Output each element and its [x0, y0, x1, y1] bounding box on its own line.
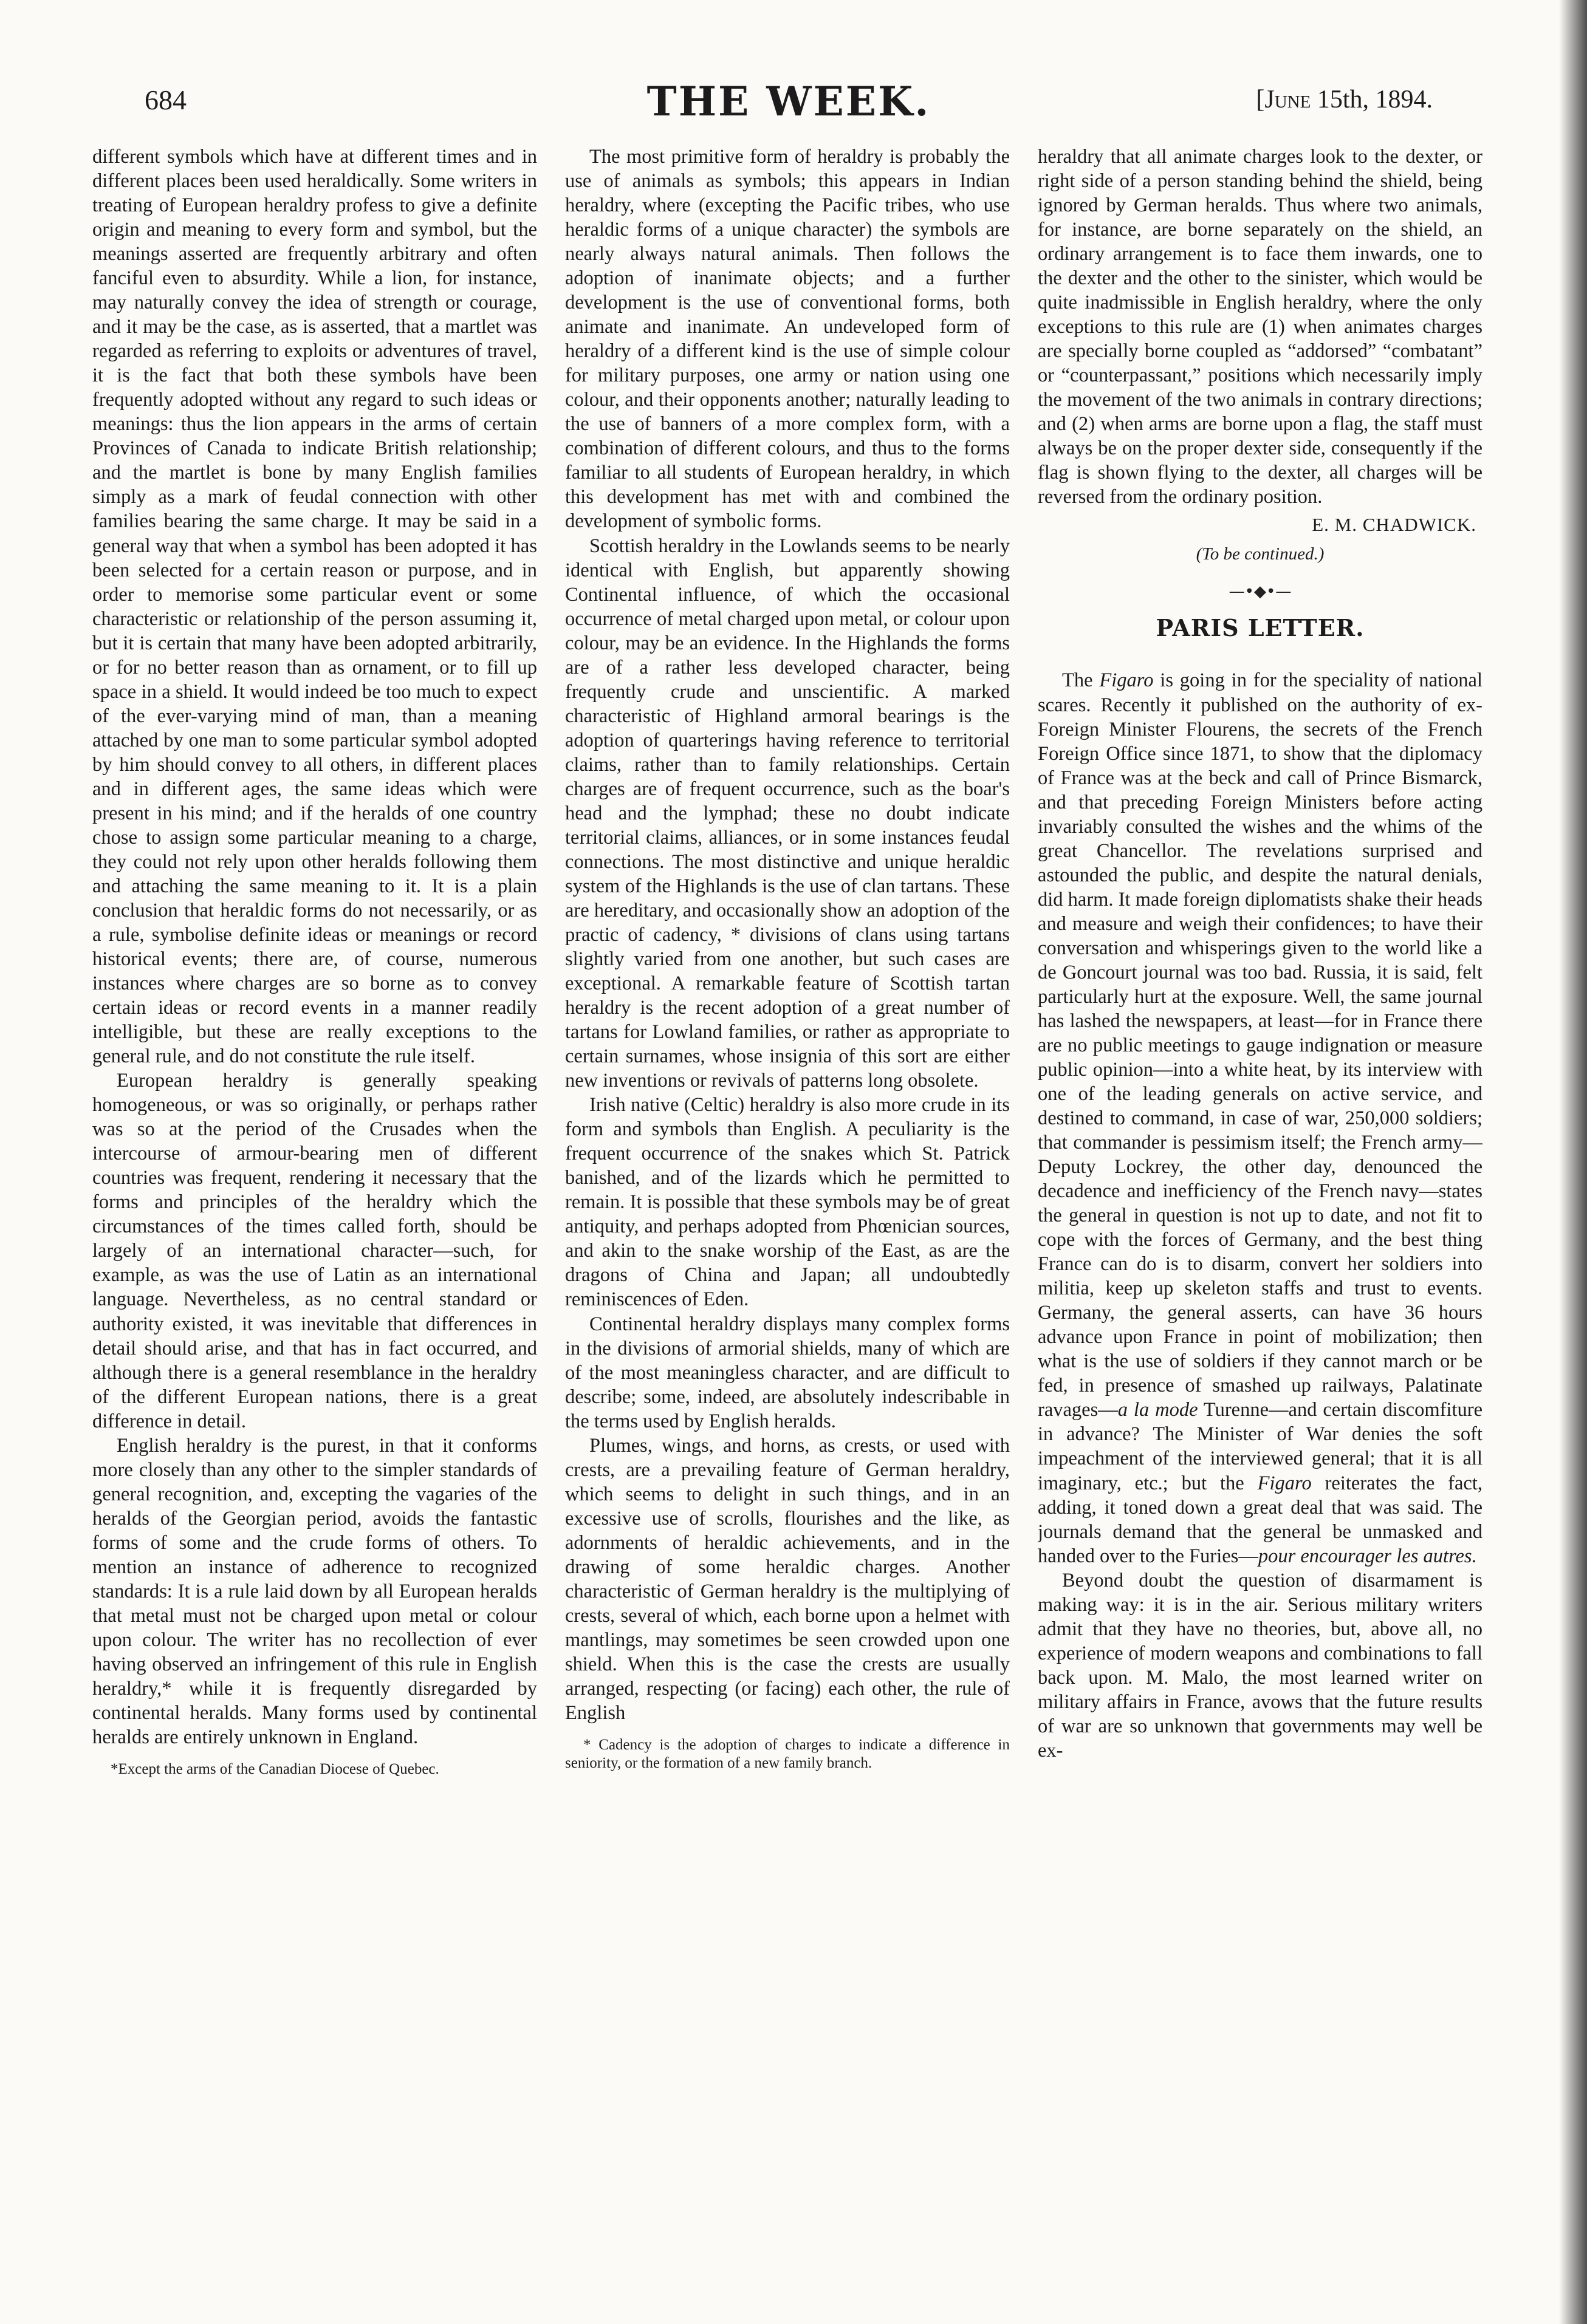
- paragraph: different symbols which have at different times and in different places been used heraldically. Some writers in treating of European heraldry profess to give a definite origin and meaning to every form and symbol, but the meanings asserted are frequently arbitrary and often fanciful even to absurdity. While a lion, for instance, may naturally convey the idea of strength or courage, and it may be the case, as is asserted, that a martlet was regarded as referring to exploits or adventures of travel, it is the fact that both these symbols have been frequently adopted without any regard to such ideas or meanings: thus the lion appears in the arms of certain Provinces of Canada to indicate British relationship; and the martlet is bone by many English families simply as a mark of feudal connection with other families bearing the same charge. It may be said in a general way that when a symbol has been adopted it has been selected for a certain reason or purpose, and in order to memorise some particular event or some characteristic or relationship of the person assuming it, but it is certain that many have been adopted arbitrarily, or for no better reason than as ornament, or to fill up space in a shield. It would indeed be too much to expect of the ever-varying mind of man, than a meaning attached by one man to some particular symbol adopted by him should convey to all others, in different places and in different ages, the same ideas which were present in his mind; and if the heralds of one country chose to assign some particular meaning to a charge, they could not rely upon other heralds following them and attaching the same meaning to it. It is a plain conclusion that heraldic forms do not necessarily, or as a rule, symbolise definite ideas or meanings or record historical events; there are, of course, numerous instances where charges are so borne as to convey certain ideas or record events in a manner readily intelligible, but these are really exceptions to the general rule, and do not constitute the rule itself.: [92, 146, 537, 1068]
- footnote: *Except the arms of the Canadian Diocese of Quebec.: [111, 1761, 439, 1778]
- column-1: [92, 145, 537, 2307]
- paragraph: heraldry that all animate charges look to the dexter, or right side of a person standing behind the shield, being ignored by German heralds. Thus where two animals, for instance, are borne separately on the shield, an ordinary arrangement is to face them inwards, one to the dexter and the other to the sinister, which would be quite inadmissible in English heraldry, where the only exceptions to this rule are (1) when animates charges are specially borne coupled as “addorsed” “combatant” or “counterpassant,” positions which necessarily imply the movement of the two animals in contrary directions; and (2) when arms are borne upon a flag, the staff must always be on the proper dexter side, consequently if the flag is shown flying to the dexter, all charges will be reversed from the ordinary position.: [1038, 146, 1482, 508]
- page-header: [145, 78, 1433, 132]
- journal-title: THE WEEK.: [646, 78, 931, 125]
- text-columns: [92, 145, 1484, 2307]
- text-run: reiterates the fact, adding, it toned down a great deal that was said. The journals demand that the general be unmasked and handed over to the Furies—: [1038, 1472, 1482, 1567]
- italic-run: Figaro: [1099, 669, 1154, 692]
- issue-date-rest: 15th, 1894.: [1311, 86, 1433, 114]
- paragraph: Irish native (Celtic) heraldry is also more crude in its form and symbols than English. A peculiarity is the frequent occurrence of the snakes which St. Patrick banished, and of the lizards which he permitted to remain. It is possible that these symbols may be of great antiquity, and perhaps adopted from Phœnician sources, and akin to the snake worship of the East, as are the dragons of China and Japan; all undoubtedly reminiscences of Eden.: [565, 1094, 1010, 1311]
- paragraph: European heraldry is generally speaking homogeneous, or was so originally, or perhaps rather was so at the period of the Crusades when the intercourse of armour-bearing men of different countries was frequent, rendering it necessary that the forms and principles of the heraldry which the circumstances of the times called forth, should be largely of an international character—such, for example, as was the use of Latin as an international language. Nevertheless, as no central standard or authority existed, it was inevitable that differences in detail should arise, and that has in fact occurred, and although there is a general resemblance in the heraldry of the different European nations, there is a great difference in detail.: [92, 1070, 537, 1432]
- page-number: 684: [145, 84, 187, 115]
- paragraph: [1038, 668, 1482, 1568]
- paragraph: Continental heraldry displays many complex forms in the divisions of armorial shields, many of which are of the most meaningless character, and are difficult to describe; some, indeed, are absolutely indescribable in the terms used by English heralds.: [565, 1313, 1010, 1432]
- issue-date-month: June: [1264, 86, 1311, 114]
- paragraph: English heraldry is the purest, in that it conforms more closely than any other to the simpler standards of general recognition, and, excepting the vagaries of the heralds of the Georgian period, avoids the fantastic forms of some and the crude forms of others. To mention an instance of adherence to recognized standards: It is a rule laid down by all European heralds that metal must not be charged upon metal or colour upon colour. The writer has no recollection of ever having observed an infringement of this rule in English heraldry,* while it is frequently disregarded by continental heralds. Many forms used by continental heralds are entirely unknown in England.: [92, 1434, 537, 1749]
- text-run: is going in for the speciality of national scares. Recently it published on the authority of ex-Foreign Minister Flourens, the secrets of the French Foreign Office since 1871, to show that the diplomacy of France was at the beck and call of Prince Bismarck, and that preceding Foreign Ministers before acting invariably consulted the wishes and the whims of the great Chancellor. The revelations surprised and astounded the public, and despite the natural denials, did harm. It made foreign diplomatists shake their heads and measure and weigh their confidences; to have their conversation and whisperings given to the world like a de Goncourt journal was too bad. Russia, it is said, felt particularly hurt at the exposure. Well, the same journal has lashed the newspapers, at least—for in France there are no public meetings to gauge indignation or measure public opinion—into a white heat, by its interview with one of the leading generals on active service, and destined to command, in case of war, 250,000 soldiers; that commander is pessimism itself; the French army—Deputy Lockrey, the other day, denounced the decadence and inefficiency of the French navy—states the general in question is not up to date, and not fit to cope with the forces of Germany, and the best thing France can do is to disarm, convert her soldiers into militia, keep up skeleton staffs and trust to events. Germany, the general asserts, can have 36 hours advance upon France in point of mobilization; then what is the use of soldiers if they cannot march or be fed, in presence of smashed up railways, Palatinate ravages—: [1038, 669, 1482, 1421]
- section-divider: —•◆•—: [1229, 583, 1292, 601]
- italic-run: Figaro: [1257, 1472, 1312, 1494]
- footnote: * Cadency is the adoption of charges to indicate a difference in seniority, or the formation of a new family branch.: [565, 1737, 1010, 1772]
- to-be-continued-note: (To be continued.): [1196, 544, 1325, 564]
- column-2: [565, 145, 1010, 2307]
- paragraph: Beyond doubt the question of disarmament is making way: it is in the air. Serious military writers admit that they have no theories, but, above all, no experience of modern weapons and combinations to fall back upon. M. Malo, the most learned writer on military affairs in France, avows that the future results of war are so unknown that governments may well be ex-: [1038, 1569, 1482, 1762]
- paragraph: Scottish heraldry in the Lowlands seems to be nearly identical with English, but apparently showing Continental influence, of which the occasional occurrence of metal charged upon metal, or colour upon colour, may be an evidence. In the Highlands the forms are of a rather less developed character, being frequently crude and unscientific. A marked characteristic of Highland armoral bearings is the adoption of quarterings having reference to territorial claims, rather than to family relationships. Certain charges are of frequent occurrence, such as the boar's head and the lymphad; these no doubt indicate territorial claims, alliances, or in some instances feudal connections. The most distinctive and unique heraldic system of the Highlands is the use of clan tartans. These are hereditary, and occasionally show an adoption of the practic of cadency, * divisions of clans using tartans slightly varied from one another, but such cases are exceptional. A remarkable feature of Scottish tartan heraldry is the recent adoption of a great number of tartans for Lowland families, or rather as appropriate to certain surnames, whose insignia of this sort are either new inventions or revivals of patterns long obsolete.: [565, 535, 1010, 1092]
- page-binding-shadow: [1559, 0, 1587, 2324]
- section-title: PARIS LETTER.: [1156, 614, 1365, 642]
- italic-run: a la mode: [1117, 1399, 1198, 1421]
- issue-date: [1256, 85, 1433, 114]
- paragraph: Plumes, wings, and horns, as crests, or used with crests, are a prevailing feature of German heraldry, which seems to delight in such things, and in an excessive use of scrolls, flourishes and the like, as adornments of heraldic achievements, and in the drawing of some heraldic charges. Another characteristic of German heraldry is the multiplying of crests, several of which, each borne upon a helmet with mantlings, may sometimes be seen crowded upon one shield. When this is the case the crests are usually arranged, respecting (or facing) each other, the rule of English: [565, 1434, 1010, 1724]
- text-run: Turenne—and certain discomfiture in advance? The Minister of War denies the soft impeachment of the interviewed general; that it is all imaginary, etc.; but the: [1038, 1399, 1482, 1494]
- text-run: The: [1062, 669, 1100, 692]
- column-3: [1038, 145, 1482, 2307]
- italic-run: pour encourager les autres.: [1258, 1545, 1477, 1567]
- issue-date-bracket: [: [1256, 86, 1265, 114]
- author-signature: E. M. CHADWICK.: [1312, 514, 1476, 536]
- paragraph: The most primitive form of heraldry is probably the use of animals as symbols; this appears in Indian heraldry, where (excepting the Pacific tribes, who use heraldic forms of a unique character) the symbols are nearly always natural animals. Then follows the adoption of inanimate objects; and a further development is the use of conventional forms, both animate and inanimate. An undeveloped form of heraldry of a different kind is the use of simple colour for military purposes, one army or nation using one colour, and their opponents another; naturally leading to the use of banners of a more complex form, with a combination of different colours, and thus to the forms familiar to all students of European heraldry, in which this development has met with and combined the development of symbolic forms.: [565, 146, 1010, 533]
